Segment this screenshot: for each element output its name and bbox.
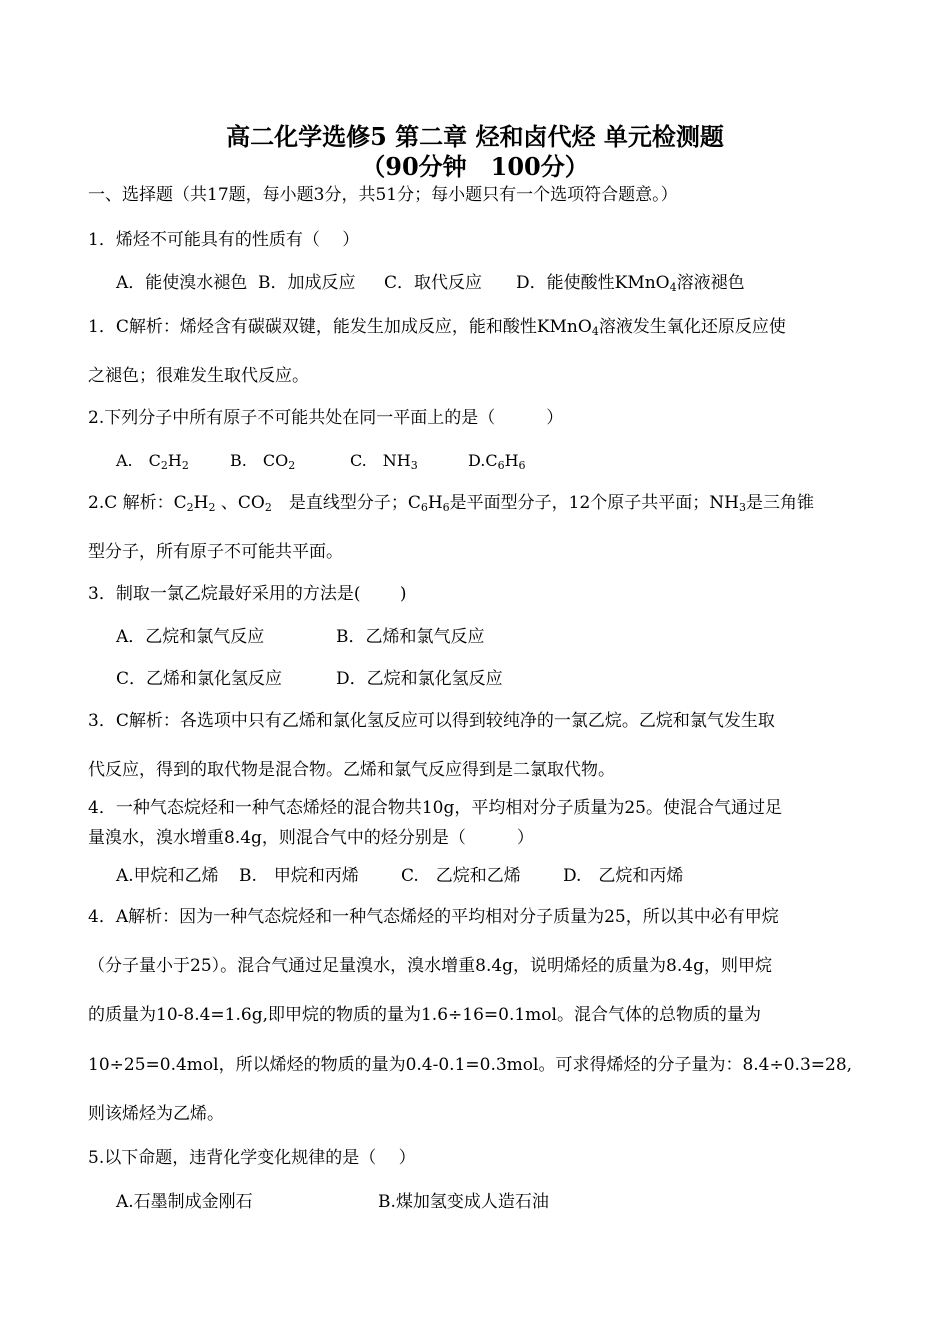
question-5-options <box>116 1190 549 1214</box>
q3-option-d: D．乙烷和氯化氢反应 <box>336 669 503 689</box>
q5-option-a: A.石墨制成金刚石 <box>116 1192 253 1212</box>
q3-answer-line-2: 代反应，得到的取代物是混合物。乙烯和氯气反应得到是二氯取代物。 <box>88 760 615 780</box>
q4-answer-line-3: 的质量为10-8.4=1.6g,即甲烷的物质的量为1.6÷16=0.1mol。混合气体的总物质的量为 <box>88 1005 761 1025</box>
question-2-options <box>116 449 526 473</box>
question-5-stem: 5.以下命题，违背化学变化规律的是（ ） <box>88 1148 416 1168</box>
question-3-stem: 3．制取一氯乙烷最好采用的方法是( ) <box>88 584 407 604</box>
q1-answer-line-2: 之褪色；很难发生取代反应。 <box>88 366 309 386</box>
q4-answer-line-4: 10÷25=0.4mol，所以烯烃的物质的量为0.4-0.1=0.3mol。可求得烯烃的分子量为：8.4÷0.3=28, <box>88 1055 853 1075</box>
question-4-stem-line-1: 4．一种气态烷烃和一种气态烯烃的混合物共10g，平均相对分子质量为25。使混合气通过足 <box>88 798 782 818</box>
question-1-stem: 1．烯烃不可能具有的性质有（ ） <box>88 230 360 250</box>
question-4-options <box>116 864 683 888</box>
q2-option-d: $D.C_6H_6$ <box>468 451 526 472</box>
q1-option-d: D．能使酸性KMnO$_4$溶液褪色 <box>516 273 745 294</box>
q3-option-c: C．乙烯和氯化氢反应 <box>116 669 283 689</box>
q4-answer-line-2: （分子量小于25）。混合气通过足量溴水，溴水增重8.4g，说明烯烃的质量为8.4g，则甲烷 <box>88 956 772 976</box>
q3-option-b: B．乙烯和氯气反应 <box>336 627 485 647</box>
question-3-options-row-1 <box>116 625 485 649</box>
q4-option-a: A.甲烷和乙烯 <box>116 866 219 886</box>
q1-answer-line-1: 1．C解析：烯烃含有碳碳双键，能发生加成反应，能和酸性KMnO$_4$溶液发生氧化还原反应使 <box>88 317 786 338</box>
q4-option-c: C. 乙烷和乙烯 <box>401 866 521 886</box>
question-3-options-row-2 <box>116 667 503 691</box>
q3-option-a: A．乙烷和氯气反应 <box>116 627 265 647</box>
q2-option-c: C. $NH_3$ <box>350 451 418 472</box>
q4-option-b: B. 甲烷和丙烯 <box>239 866 359 886</box>
q1-option-c: C．取代反应 <box>384 273 483 293</box>
q4-answer-line-1: 4．A解析：因为一种气态烷烃和一种气态烯烃的平均相对分子质量为25，所以其中必有甲烷 <box>88 907 779 927</box>
q2-answer-line-2: 型分子，所有原子不可能共平面。 <box>88 542 343 562</box>
question-4-stem-line-2: 量溴水，溴水增重8.4g，则混合气中的烃分别是（ ） <box>88 828 534 848</box>
q5-option-b: B.煤加氢变成人造石油 <box>378 1192 549 1212</box>
q1-option-a: A．能使溴水褪色 <box>116 273 248 293</box>
section-heading: 一、选择题（共17题，每小题3分，共51分；每小题只有一个选项符合题意。） <box>88 185 678 205</box>
q2-option-b: B. $CO_2$ <box>230 451 296 472</box>
doc-title: 高二化学选修5 第二章 烃和卤代烃 单元检测题 <box>226 122 724 151</box>
q2-option-a: A. $C_2H_2$ <box>116 451 189 472</box>
q4-option-d: D. 乙烷和丙烯 <box>563 866 684 886</box>
question-1-options <box>116 271 745 295</box>
q2-answer-line-1: 2.C 解析：$C_2H_2$ 、$CO_2$ 是直线型分子；$C_6H_6$是平面型分子，12个原子共平面；$NH_3$是三角锥 <box>88 493 815 514</box>
question-2-stem: 2.下列分子中所有原子不可能共处在同一平面上的是（ ） <box>88 408 564 428</box>
q1-option-b: B．加成反应 <box>258 273 356 293</box>
doc-subtitle: （90分钟 100分） <box>361 152 589 181</box>
q4-answer-line-5: 则该烯烃为乙烯。 <box>88 1104 224 1124</box>
q3-answer-line-1: 3．C解析：各选项中只有乙烯和氯化氢反应可以得到较纯净的一氯乙烷。乙烷和氯气发生取 <box>88 711 775 731</box>
